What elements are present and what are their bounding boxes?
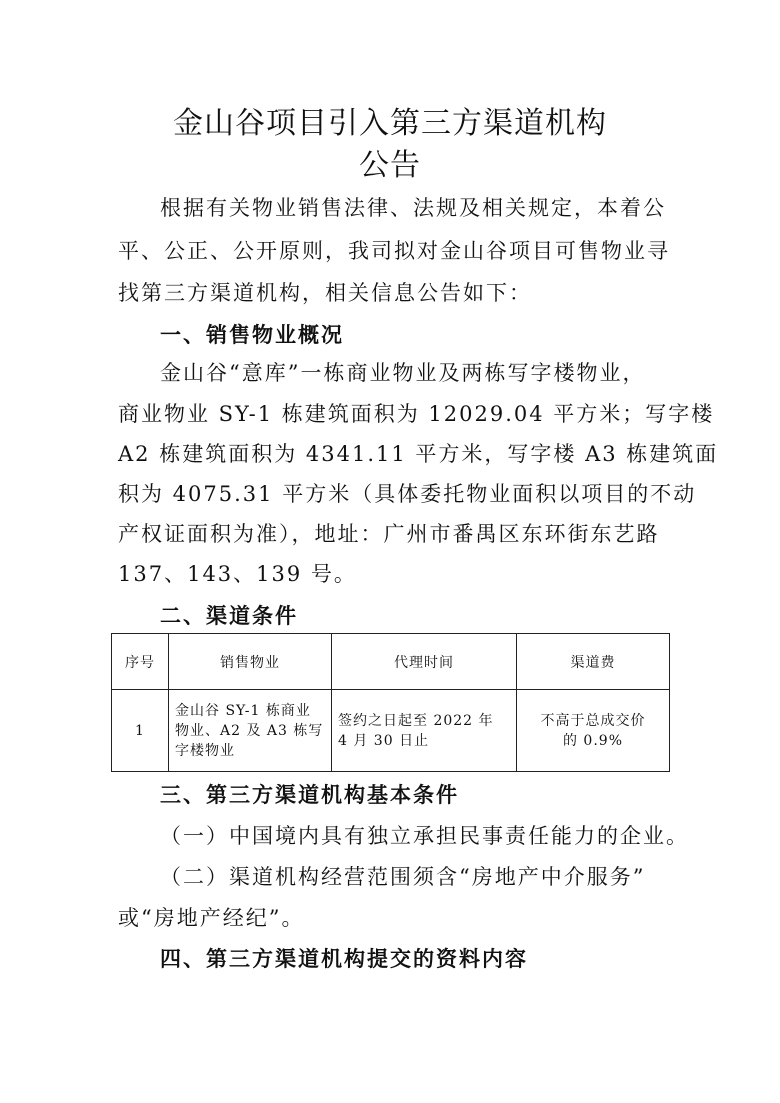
cell-property [169,690,332,772]
cell-property-line-2: 物业、A2 及 A3 栋写 [175,722,324,739]
section3-item-2-line-1: （二）渠道机构经营范围须含“房地产中介服务” [160,865,646,889]
section1-line-4: 积为 4075.31 平方米（具体委托物业面积以项目的不动 [118,482,697,506]
header-fee: 渠道费 [517,634,670,690]
cell-period [332,690,517,772]
intro-line-3: 找第三方渠道机构，相关信息公告如下： [118,281,532,305]
cell-fee-line-1: 不高于总成交价 [540,712,646,729]
intro-line-2: 平、公正、公开原则，我司拟对金山谷项目可售物业寻 [118,239,670,263]
cell-period-line-1: 签约之日起至 2022 年 [338,712,494,729]
cell-no: 1 [112,690,169,772]
cell-property-line-3: 字楼物业 [175,742,235,759]
header-property: 销售物业 [169,634,332,690]
section1-line-2: 商业物业 SY-1 栋建筑面积为 12029.04 平方米；写字楼 [118,402,715,426]
cell-period-line-2: 4 月 30 日止 [338,732,430,749]
section4-heading: 四、第三方渠道机构提交的资料内容 [160,947,528,971]
header-no: 序号 [112,634,169,690]
section1-line-5: 产权证面积为准），地址：广州市番禺区东环街东艺路 [118,522,660,546]
header-period: 代理时间 [332,634,517,690]
section3-item-2-line-2: 或“房地产经纪”。 [118,906,305,930]
section1-heading: 一、销售物业概况 [160,323,344,347]
channel-conditions-table [111,633,670,772]
section3-heading: 三、第三方渠道机构基本条件 [160,783,459,807]
section1-line-3: A2 栋建筑面积为 4341.11 平方米，写字楼 A3 栋建筑面 [118,442,719,466]
cell-property-line-1: 金山谷 SY-1 栋商业 [175,702,311,719]
intro-line-1: 根据有关物业销售法律、法规及相关规定，本着公 [160,196,666,220]
table-row [112,690,670,772]
document-title: 金山谷项目引入第三方渠道机构 [173,106,607,141]
cell-fee [517,690,670,772]
table-header-row [112,634,670,690]
section1-line-1: 金山谷“意库”一栋商业物业及两栋写字楼物业， [160,361,646,385]
section2-heading: 二、渠道条件 [160,604,298,628]
section1-line-6: 137、143、139 号。 [118,562,357,586]
cell-fee-line-2: 的 0.9% [562,732,624,749]
document-title-line2: 公告 [359,148,421,183]
section3-item-1: （一）中国境内具有独立承担民事责任能力的企业。 [160,824,689,848]
